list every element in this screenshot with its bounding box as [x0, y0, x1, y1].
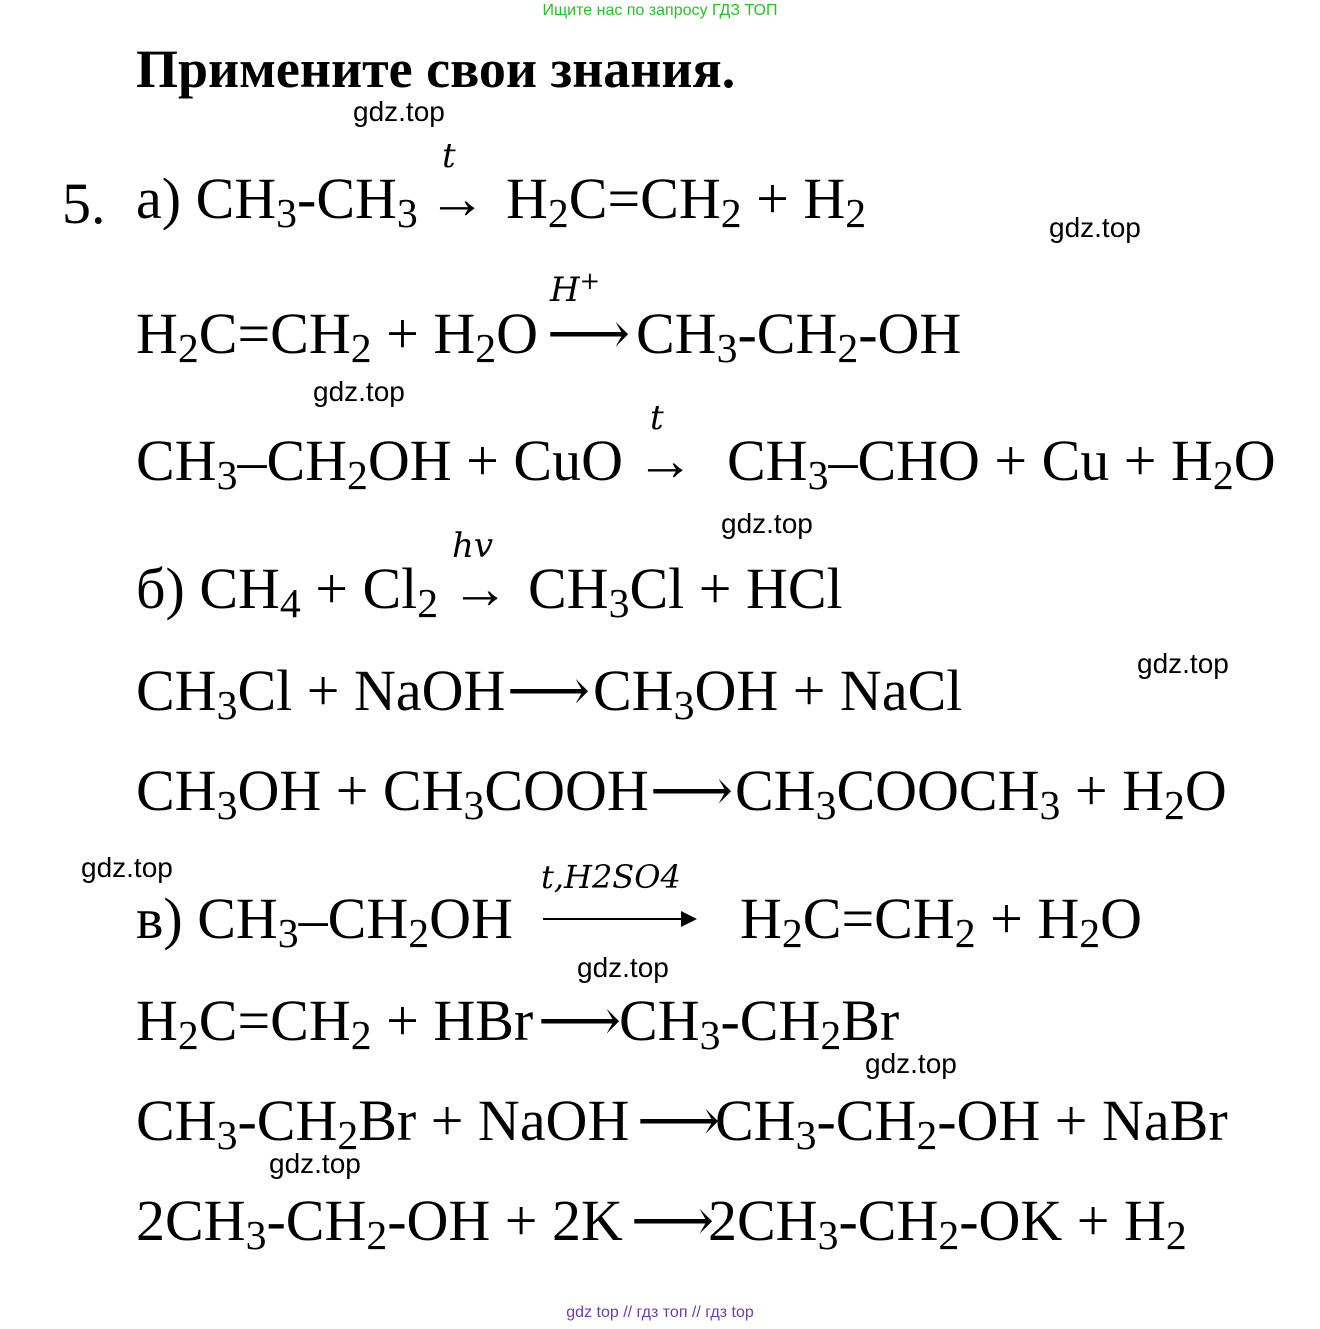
equation-5-products: $CH_3OH$ + NaCl — [593, 658, 963, 730]
watermark: gdz.top — [353, 96, 445, 127]
equation-8: $H_2C=CH_2$ + HBr — [136, 988, 534, 1060]
reaction-arrow: → — [428, 166, 486, 231]
watermark: gdz.top — [81, 852, 173, 883]
equation-6-products: $CH_3COOCH_3 + H_2O$ — [735, 758, 1227, 830]
equation-3: $CH_3-CH_2OH$ + CuO — [136, 428, 623, 500]
label-a: а) — [136, 166, 182, 231]
watermark: gdz.top — [1049, 212, 1141, 243]
equation-1: а) $CH_3-CH_3$ — [136, 166, 418, 238]
watermark: gdz.top — [577, 952, 669, 983]
page-title: Примените свои знания. — [136, 39, 736, 99]
reaction-arrow: → — [636, 428, 694, 493]
reaction-arrow: ⟶ — [538, 988, 622, 1053]
watermark: gdz.top — [721, 508, 813, 539]
equation-5: $CH_3Cl$ + NaOH — [136, 658, 506, 730]
watermark: gdz.top — [269, 1148, 361, 1179]
equation-4-products: $CH_3Cl$ + HCl — [528, 556, 843, 628]
reaction-arrow-line — [543, 918, 683, 920]
watermark: gdz.top — [313, 376, 405, 407]
watermark: gdz.top — [1137, 648, 1229, 679]
top-banner[interactable]: Ищите нас по запросу ГДЗ ТОП — [542, 2, 778, 19]
equation-10-products: $2CH_3-CH_2-OK + H_2$ — [708, 1188, 1187, 1260]
reaction-arrow: ⟶ — [637, 1088, 721, 1153]
task-number: 5. — [62, 171, 106, 236]
equation-2-products: $CH_3-CH_2-OH$ — [636, 301, 962, 373]
equation-2: $H_2C=CH_2 + H_2O$ — [136, 301, 538, 373]
label-v: в) — [136, 886, 183, 951]
condition-h-plus: H+ — [550, 265, 601, 310]
equation-7-products: $H_2C=CH_2 + H_2O$ — [740, 886, 1142, 958]
equation-10: $2CH_3-CH_2-OH + 2K$ — [136, 1188, 623, 1260]
equation-4: б) $CH_4 + Cl_2$ — [136, 556, 439, 628]
equation-8-products: $CH_3-CH_2Br$ — [619, 988, 900, 1060]
reaction-arrow: ⟶ — [650, 758, 734, 823]
equation-9: $CH_3-CH_2Br$ + NaOH — [136, 1088, 630, 1160]
reaction-arrow: ⟶ — [547, 301, 631, 366]
equation-3-products: $CH_3$–CHO + $Cu + H_2O$ — [727, 428, 1276, 500]
watermark: gdz.top — [865, 1048, 957, 1079]
reaction-arrow: → — [451, 556, 509, 621]
condition-t-h2so4: t,H2SO4 — [541, 858, 681, 896]
reaction-arrow: ⟶ — [507, 658, 591, 723]
equation-6: $CH_3OH$ + $CH_3COOH$ — [136, 758, 649, 830]
equation-7: в) $CH_3-CH_2OH$ — [136, 886, 513, 958]
equation-9-products: $CH_3-CH_2-OH$ + NaBr — [715, 1088, 1228, 1160]
reaction-arrow-head — [681, 911, 697, 927]
condition-t: t — [442, 136, 456, 176]
condition-hv: hv — [452, 526, 494, 566]
label-b: б) — [136, 556, 185, 621]
reaction-arrow: ⟶ — [631, 1188, 715, 1253]
bottom-banner[interactable]: gdz top // гдз топ // гдз top — [566, 1304, 754, 1321]
condition-t: t — [650, 398, 664, 438]
equation-1-products: $H_2C=CH_2 + H_2$ — [506, 166, 867, 238]
